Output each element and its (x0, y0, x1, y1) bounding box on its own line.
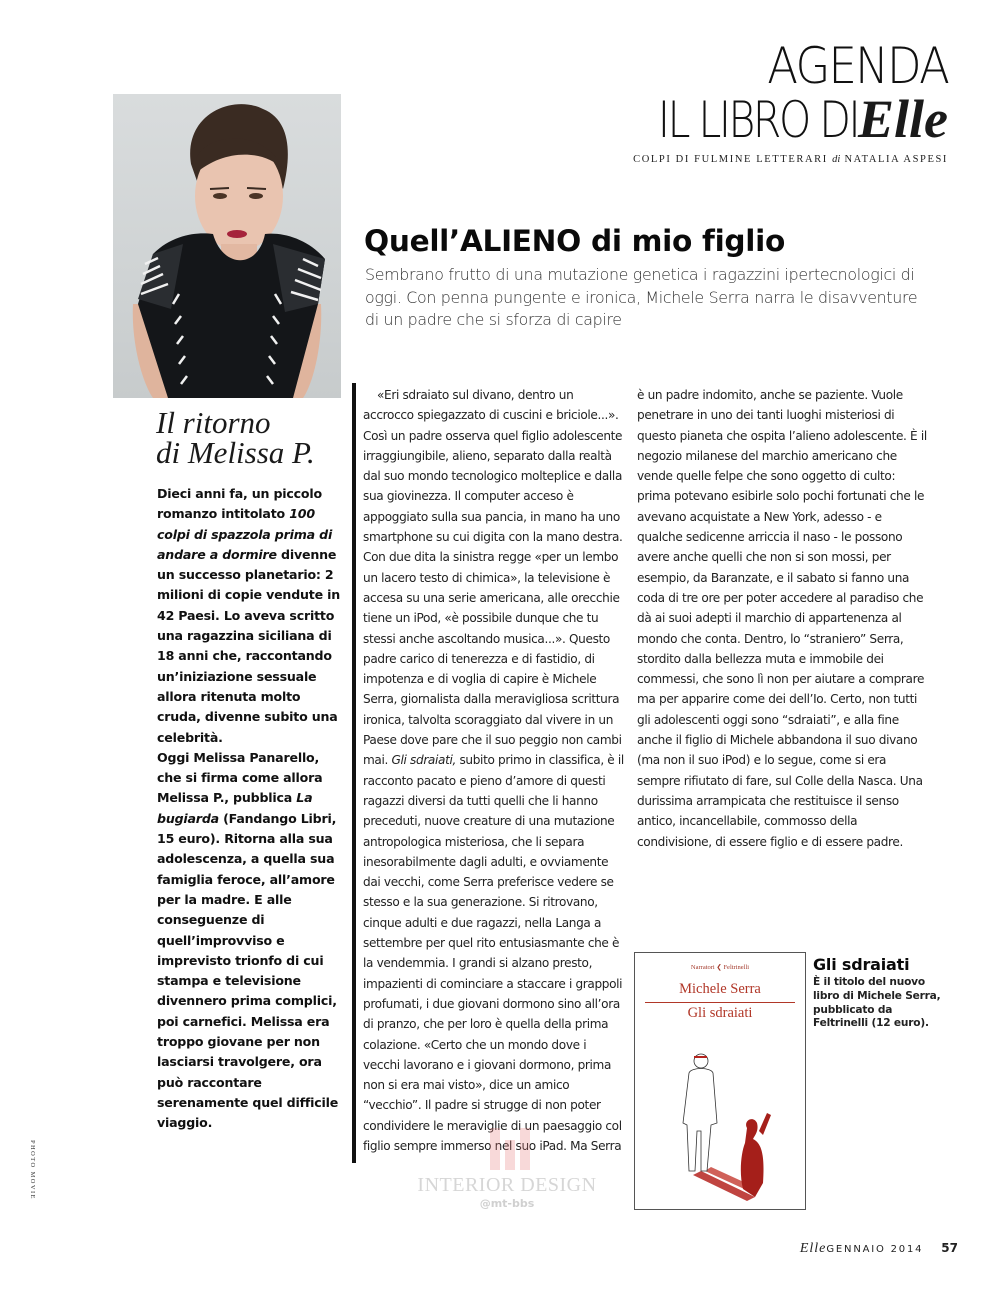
book-caption (813, 955, 943, 1031)
cover-rule (645, 1002, 795, 1003)
sidebar-text-run: divenne un successo planetario: 2 milioni di copie vendute in 42 Paesi. Lo aveva scritto una ragazzina siciliana di 18 anni che, raccontando un’iniziazione sessuale allora ritenuta molto cruda, divenne subito una celebrità. (157, 546, 341, 745)
column1-text-run: «Eri sdraiato sul divano, dentro un accrocco spiegazzato di cuscini e briciole...». Così un padre osserva quel figlio adolescente irraggiungibile, alieno, separato dalla realtà dal suo mondo tecnologico molteplice e dalla sua giovinezza. Il computer acceso è appoggiato sulla sua pancia, in mano ha uno smartphone su cui digita con la mano destra. Con due dita la sinistra regge «per un lembo un lacero testo di chimica», la televisione è accesa su una serie americana, alle orecchie tiene un iPod, «è possibile dunque che tu stessi anche ascoltando musica...». Questo padre carico di tenerezza e di fastidio, di impotenza e di voglia di capire è Michele Serra, giornalista dalla meravigliosa scrittura ironica, talvolta scoraggiato dal vivere in un Paese dove pare che il suo peggio non cambi mai. (363, 388, 623, 768)
footer-brand: Elle (799, 1241, 827, 1256)
portrait-illustration (113, 94, 341, 398)
caption-body: È il titolo del nuovo libro di Michele Serra, pubblicato da Feltrinelli (12 euro). (813, 976, 941, 1030)
cover-series: Narratori ❮ Feltrinelli (690, 964, 750, 971)
sidebar-text-run: Dieci anni fa, un piccolo romanzo intitolato (157, 486, 322, 522)
author-portrait-photo (113, 94, 341, 398)
cover-title: Gli sdraiati (687, 1005, 753, 1021)
article-deck: Sembrano frutto di una mutazione genetica i ragazzini ipertecnologici di oggi. Con penna pungente e ironica, Michele Serra narra le disavventure di un padre che si sforza di capire (365, 265, 918, 329)
article-headline: Quell’ALIENO di mio figlio (364, 224, 785, 258)
sidebar-text-run: (Fandango Libri, 15 euro). Ritorna alla sua adolescenza, a quella sua famiglia feroce, all’amore per la madre. E alle conseguenze di quell’improvviso e imprevisto trionfo di cui stampa e televisione divennero prima complici, poi carnefici. Melissa era troppo giovane per non lasciarsi travolgere, ora può raccontare serenamente quel difficile viaggio. (157, 810, 339, 1131)
caption-title: Gli sdraiati (813, 955, 910, 974)
column-divider-rule (352, 383, 356, 1163)
section-label: AGENDA (767, 37, 948, 95)
column1-text-run: subito primo in classifica, è il racconto pacato e pieno d’amore di questi ragazzi diversi da tutti quelli che li hanno preceduti, nuove creature di una mutazione antropologica misteriosa, che li separa inesorabilmente dagli adulti, e ovviamente dai vecchi, come Serra preferisce vedere se stesso e la sua generazione. Si ritrovano, cinque adulti e due ragazzi, nella Langa a settembre per quel rito entusiasmante che è la vendemmia. I grandi si alzano presto, impazienti di cominciare a staccare i grappoli profumati, i due giovani dormono sino all’ora di pranzo, che per loro è quella della prima colazione. «Certo che un mondo dove i vecchi lavorano e i giovani dormono, prima non si era mai visto», dice un amico “vecchio”. Il padre si strugge di non poter condividere le meraviglie di un paesaggio col figlio sempre immerso nel suo iPad. Ma Serra (363, 753, 624, 1153)
sidebar-text-run: Oggi Melissa Panarello, che si firma come allora Melissa P., pubblica (157, 749, 323, 806)
page-number: 57 (941, 1241, 958, 1255)
watermark (392, 1150, 622, 1210)
photo-credit: PHOTO MOVIE (29, 1140, 36, 1200)
masthead (614, 37, 948, 165)
watermark-handle: @mt-bbs (479, 1197, 535, 1210)
column-title: IL LIBRO DI (657, 91, 858, 149)
footer-issue: GENNAIO 2014 (826, 1244, 924, 1255)
page-footer (800, 1237, 958, 1257)
column-subtitle: COLPI DI FULMINE LETTERARI di NATALIA ASPESI (633, 154, 948, 165)
cover-author: Michele Serra (679, 981, 761, 997)
column1-text-run: Gli sdraiati, (391, 753, 456, 768)
sidebar-title: Il ritorno di Melissa P. (156, 405, 315, 470)
article-column-2: è un padre indomito, anche se paziente. Vuole penetrare in uno dei tanti luoghi misteriosi di questo pianeta che ospita l’alieno adolescente. È il negozio milanese del marchio americano che vende quelle felpe che sono oggetto di culto: prima potevano esibirle solo pochi fortunati che le avevano acquistate a New York, adesso - e qualche sedicenne arriccia il naso - le possono avere anche quelli che non si son mossi, per esempio, da Baranzate, e il sabato si fanno una coda di tre ore per poter accedere al paradiso che dà ai suoi adepti il marchio di appartenenza al mondo che conta. Dentro, lo “straniero” Serra, stordito dalla bellezza muta e immobile dei commessi, che sono lì non per aiutare a comprare ma per apparire come dei dell’Io. Certo, non tutti gli adolescenti oggi sono “sdraiati”, e alla fine anche il figlio di Michele abbandona il suo divano (ma non il suo iPod) e lo segue, come si era sempre rifiutato di fare, sul Colle della Nasca. Una durissima arrampicata che restituisce il senso antico, incancellabile, commosso della condivisione, di essere figlio e di essere padre. (637, 388, 927, 849)
article-column-1 (363, 385, 625, 1156)
sidebar-text-run: 100 colpi di spazzola prima di andare a dormire (157, 506, 333, 562)
elle-logo: Elle (858, 89, 948, 149)
sidebar-body (157, 484, 347, 1134)
sidebar-text-run: La bugiarda (157, 790, 313, 826)
watermark-text: INTERIOR DESIGN (417, 1174, 597, 1196)
book-cover (634, 952, 806, 1210)
feltrinelli-logo-icon: ❮ (716, 964, 722, 971)
